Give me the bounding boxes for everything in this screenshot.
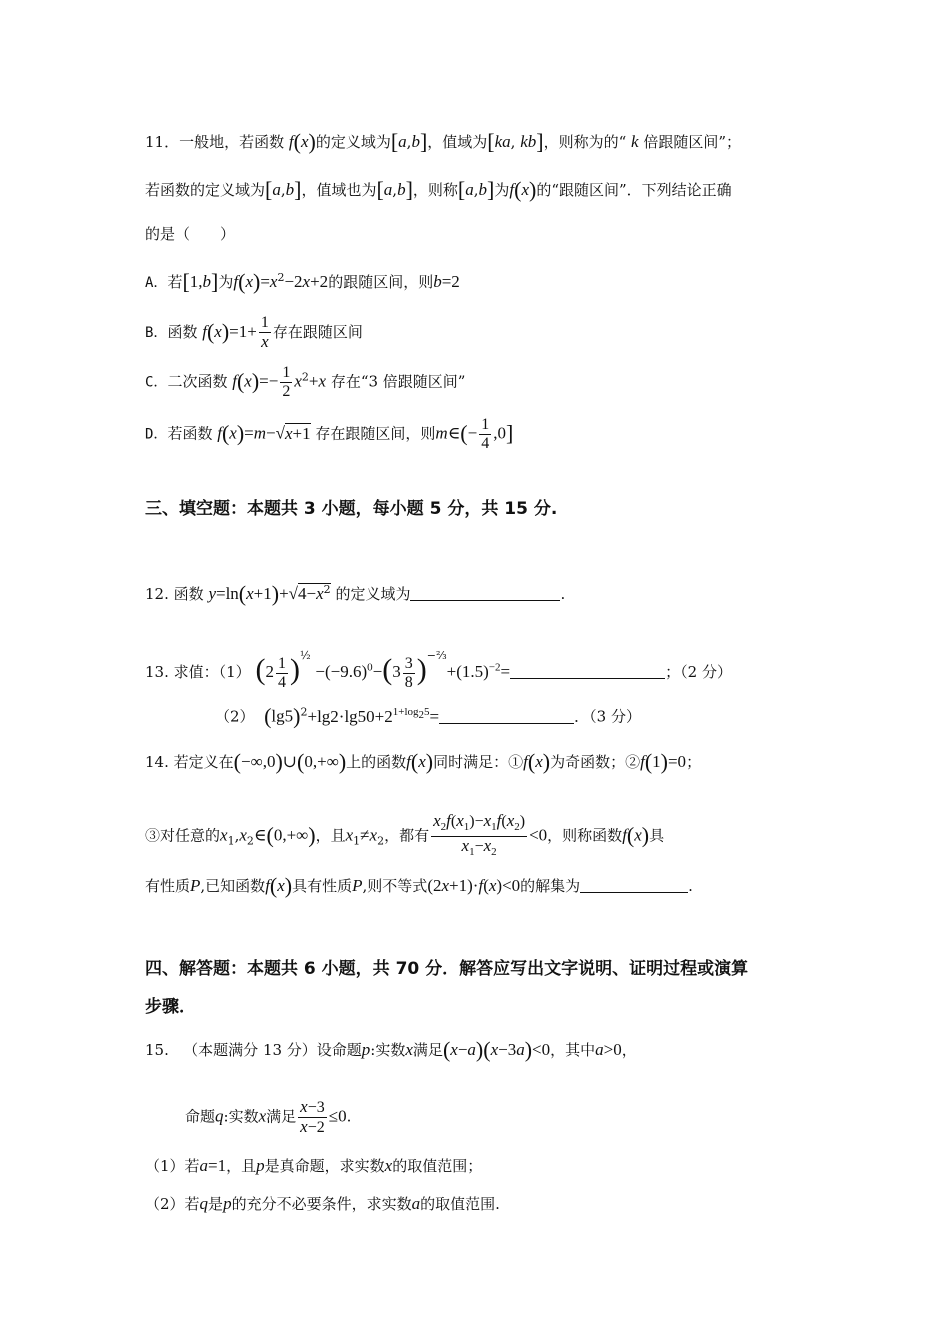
q11-line1: 11．一般地，若函数 f(x)的定义域为[a,b]，值域为[ka, kb]，则称为的“ k 倍跟随区间”； xyxy=(145,129,742,154)
q15-subquestion-1: （1）若a=1，且p是真命题，求实数x的取值范围； xyxy=(145,1156,483,1175)
q13-part1-answer-blank[interactable] xyxy=(510,662,665,679)
q11-option-d: D．若函数 f(x)=m−√x+1 存在跟随区间，则m∈(− $\frac{1}{4}$ ,0] xyxy=(145,416,514,452)
q15-line2: 命题q:实数x满足 $\frac{x-3}{x-2}$ ≤0. xyxy=(185,1097,352,1136)
q15-line1: 15. （本题满分 13 分）设命题p:实数x满足(x−a)(x−3a)<0，其中a>0， xyxy=(145,1037,637,1062)
q13-part2-answer-blank[interactable] xyxy=(439,707,574,724)
q11-option-a: A．若[1,b]为$f(x)=x^2-2x+2$的跟随区间，则b=2 xyxy=(145,269,460,294)
section-4-heading-cont: 步骤． xyxy=(145,997,196,1017)
q13-part2: （2） $(\lg 5)^2+\lg 2\cdot\lg 50+2^{1+log_25}=$ ．（3 分） xyxy=(215,703,641,729)
q14-line1: 14. 若定义在(−∞,0)∪(0,+∞)上的函数f(x)同时满足：①f(x)为奇函数；②f(1)=0； xyxy=(145,749,702,774)
q12-answer-blank[interactable] xyxy=(410,584,560,601)
q11-option-c: C．二次函数 f(x)=− $\frac{1}{2}$ $x^2+x$ 存在“3 倍跟随区间” xyxy=(145,364,466,400)
q13-part1: 13. 求值：（1） (2 $\frac{1}{4}$ )$^{\frac{1}{2}} -(-9.6)^0-(3$ $\frac{3}{8}$ )$^{-\frac{2}{3}}+(1.5)^{-2}=$ ；（2 分） xyxy=(145,649,732,691)
q11-line3: 的是（ ） xyxy=(145,225,236,243)
q15-subquestion-2: （2）若q是p的充分不必要条件，求实数a的取值范围. xyxy=(145,1194,500,1213)
section-4-heading: 四、解答题：本题共 6 小题，共 70 分．解答应写出文字说明、证明过程或演算 xyxy=(145,959,749,979)
section-3-heading: 三、填空题：本题共 3 小题，每小题 5 分，共 15 分. xyxy=(145,499,558,519)
q12: 12. 函数 $y=\ln(x+1)+√4-x^2$ 的定义域为 . xyxy=(145,581,566,606)
q11-line2: 若函数的定义域为[a,b]，值域也为[a,b]，则称[a,b]为f(x)的“跟随区间”．下列结论正确 xyxy=(145,177,732,202)
q14-line3: 有性质P,已知函数f(x)具有性质P,则不等式(2x+1)·f(x)<0的解集为 . xyxy=(145,873,693,898)
q11-option-b: B．函数 f(x)=1+ $\frac{1}{x}$ 存在跟随区间 xyxy=(145,314,363,351)
q14-line2: ③对任意的$x_1,x_2\in(0,+\infty)$，且$x_1\ne x_2$，都有 $\frac{x_2f(x_1)-x_1f(x_2)}{x_1-x_2}$ <0，则称函数f(x)具 xyxy=(145,811,665,859)
q14-answer-blank[interactable] xyxy=(580,876,688,893)
